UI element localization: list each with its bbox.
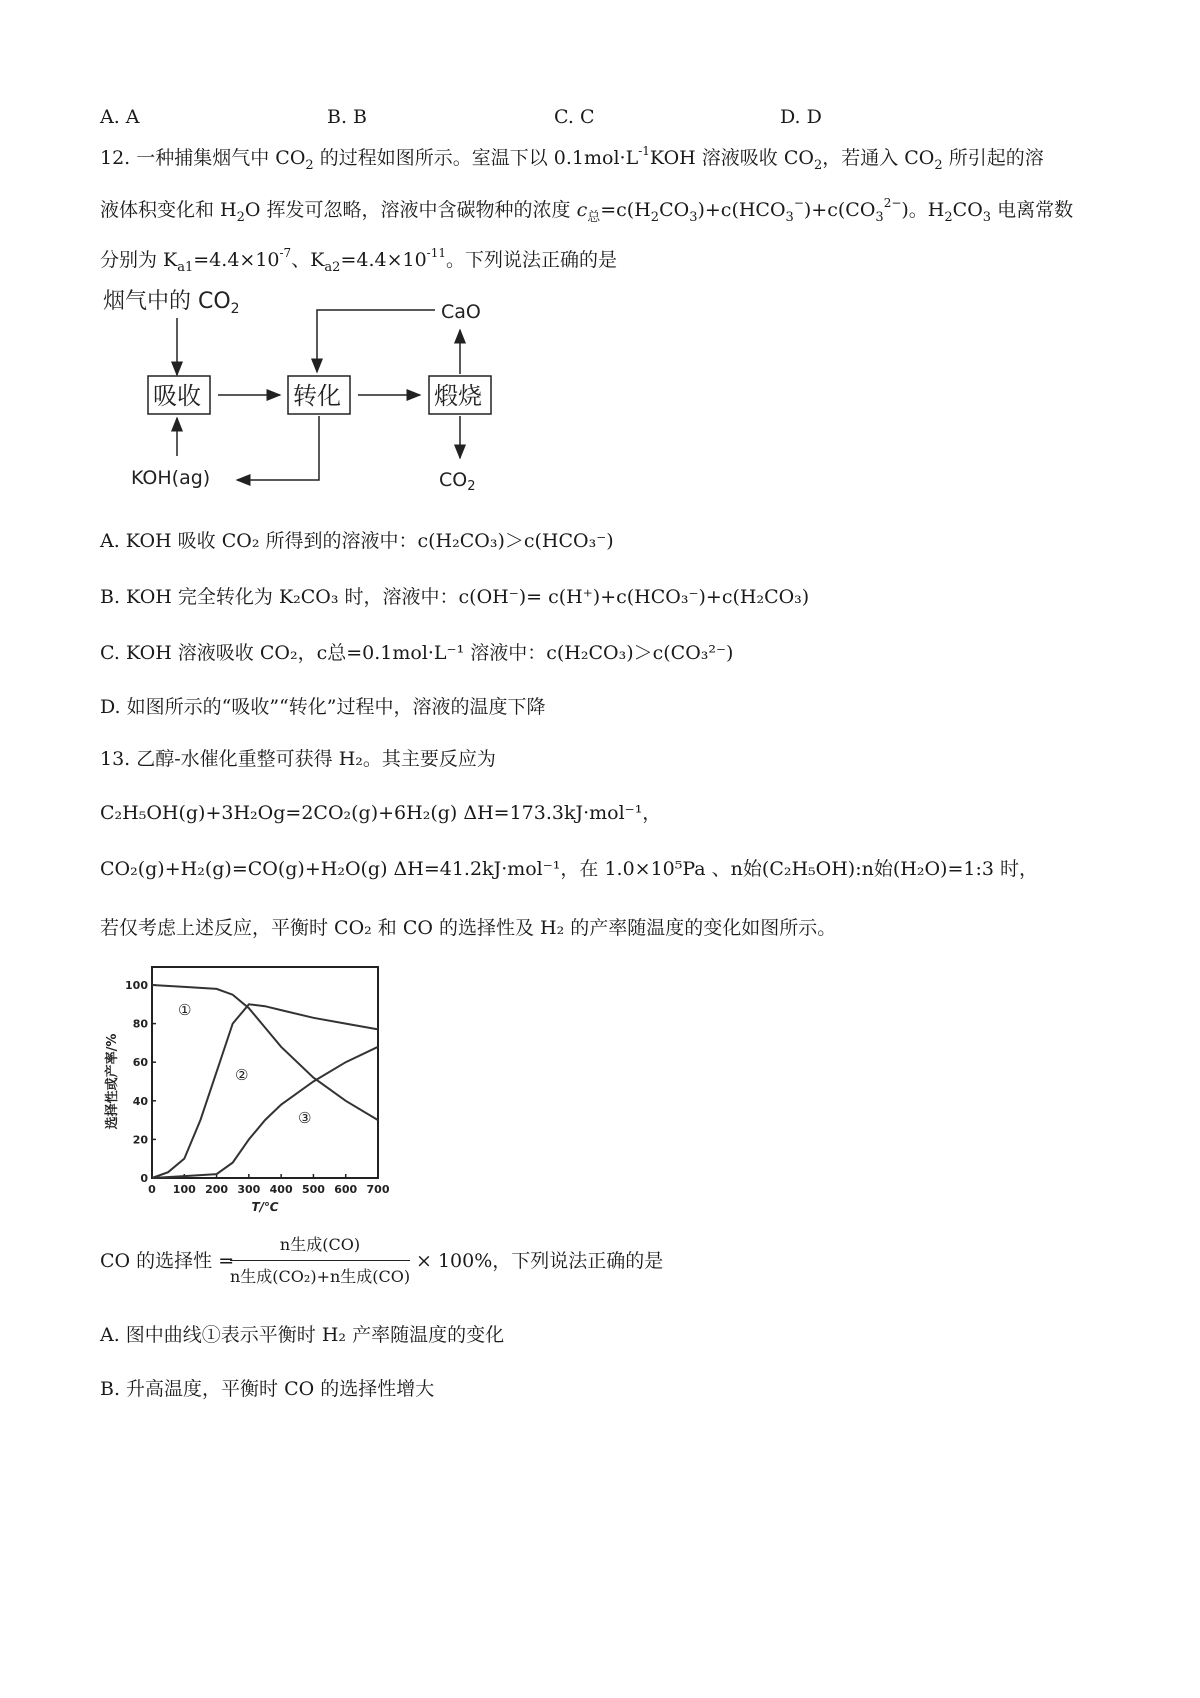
cao-label: CaO [441, 301, 481, 323]
plot-frame [152, 967, 378, 1178]
q12-line-2: 液体积变化和 $H_2O$ 挥发可忽略，溶液中含碳物种的浓度 $c_总=c(H_2CO_3)+c(HCO_3^-)+c(CO_3^{2-})$。$H_2CO_3$ 电离常数 [100, 196, 1074, 225]
series-label-2: ② [235, 1066, 249, 1084]
y-tick-label: 80 [132, 1017, 148, 1031]
q12-line-3: 分别为 $K_{a1}=4.4\times 10^{-7}$、$K_{a2}=4.4\times 10^{-11}$。下列说法正确的是 [100, 246, 618, 275]
y-tick-label: 40 [132, 1094, 148, 1108]
q12-option-b: B. KOH 完全转化为 K₂CO₃ 时，溶液中：c(OH⁻)= c(H⁺)+c(HCO₃⁻)+c(H₂CO₃) [100, 586, 810, 608]
series-label-3: ③ [298, 1109, 312, 1127]
series-line-3 [152, 1047, 378, 1178]
x-tick-label: 300 [237, 1183, 261, 1196]
formula-prefix: CO 的选择性 = [100, 1250, 235, 1272]
q12-line-1: 12. 一种捕集烟气中 $CO_2$ 的过程如图所示。室温下以 $0.1mol\cdot L^{-1}KOH$ 溶液吸收 $CO_2$，若通入 $CO_2$ 所引起的溶 [100, 144, 1044, 173]
x-tick-label: 600 [334, 1183, 358, 1196]
y-tick-label: 100 [125, 979, 148, 992]
x-tick-label: 400 [269, 1183, 293, 1196]
series-line-2 [152, 1004, 378, 1178]
convert-label: 转化 [293, 382, 341, 410]
q13-title: 13. 乙醇-水催化重整可获得 H₂。其主要反应为 [100, 748, 496, 770]
formula-denominator: n生成(CO₂)+n生成(CO) [230, 1267, 411, 1286]
option-d: D. D [780, 106, 822, 128]
x-tick-label: 500 [301, 1183, 325, 1196]
q13-reaction-2: CO₂(g)+H₂(g)=CO(g)+H₂O(g) ΔH=41.2kJ·mol⁻¹，在 1.0×10⁵Pa 、n始(C₂H₅OH):n始(H₂O)=1:3 时， [100, 858, 1038, 880]
q12-option-d: D. 如图所示的“吸收”“转化”过程中，溶液的温度下降 [100, 696, 546, 718]
q13-option-b: B. 升高温度，平衡时 CO 的选择性增大 [100, 1378, 435, 1400]
calcine-label: 煅烧 [434, 382, 482, 410]
q12-option-a: A. KOH 吸收 CO₂ 所得到的溶液中：c(H₂CO₃)＞c(HCO₃⁻) [100, 530, 614, 552]
series-label-1: ① [178, 1001, 192, 1019]
q13-reaction-1: C₂H₅OH(g)+3H₂Og=2CO₂(g)+6H₂(g) ΔH=173.3kJ·mol⁻¹， [100, 802, 662, 824]
absorb-label: 吸收 [153, 382, 201, 410]
koh-label: KOH(ag) [131, 467, 211, 489]
y-tick-label: 60 [132, 1056, 148, 1070]
option-c: C. C [554, 106, 595, 128]
capture-flow-diagram [95, 280, 525, 500]
x-tick-label: 700 [366, 1183, 390, 1196]
fraction-bar [230, 1260, 410, 1261]
formula-numerator: n生成(CO) [279, 1235, 361, 1254]
selectivity-yield-chart [100, 965, 400, 1225]
q12-option-c: C. KOH 溶液吸收 CO₂，c总=0.1mol·L⁻¹ 溶液中：c(H₂CO₃)＞c(CO₃²⁻) [100, 642, 734, 664]
x-tick-label: 100 [172, 1183, 196, 1196]
co2-product-label: $CO_2$ [439, 469, 476, 494]
q13-line-3: 若仅考虑上述反应，平衡时 CO₂ 和 CO 的选择性及 H₂ 的产率随温度的变化如图所示。 [100, 917, 837, 939]
y-tick-label: 20 [132, 1133, 148, 1147]
option-a: A. A [100, 106, 140, 128]
x-tick-label: 200 [205, 1183, 229, 1196]
flue-gas-label: 烟气中的 $CO_2$ [103, 289, 240, 317]
x-tick-label: 0 [148, 1183, 156, 1196]
formula-suffix: × 100%，下列说法正确的是 [416, 1250, 664, 1272]
y-axis-label: 选择性或产率/% [105, 1033, 120, 1130]
y-tick-label: 0 [140, 1172, 148, 1185]
q13-option-a: A. 图中曲线①表示平衡时 H₂ 产率随温度的变化 [100, 1324, 505, 1346]
option-b: B. B [327, 106, 368, 128]
x-axis-label: T/℃ [251, 1200, 279, 1214]
